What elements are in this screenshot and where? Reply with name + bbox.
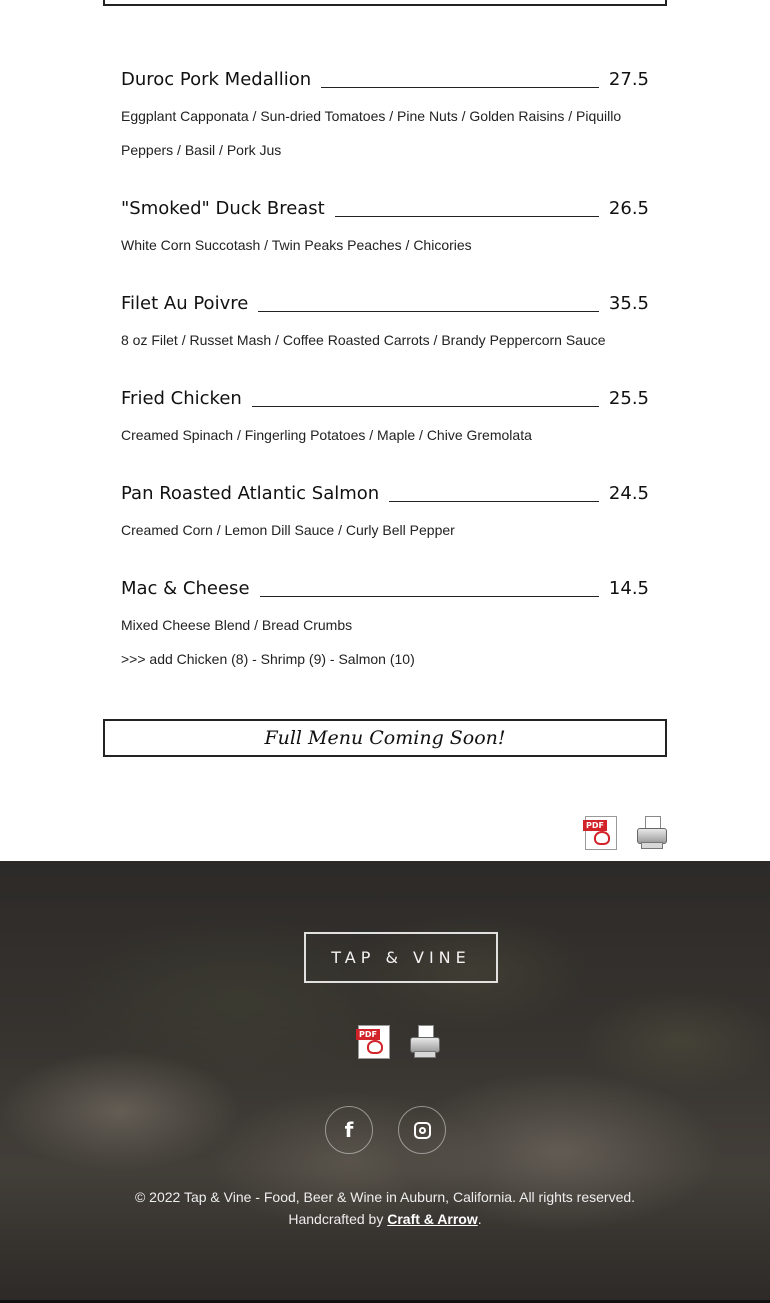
menu-item-name: "Smoked" Duck Breast [121, 198, 325, 219]
top-menu-box [103, 0, 667, 6]
menu-item-name: Fried Chicken [121, 388, 242, 409]
menu-item-divider [252, 405, 599, 407]
menu-item [121, 191, 649, 286]
printer-tray [414, 1051, 436, 1058]
facebook-glyph: f [344, 1118, 354, 1142]
menu-item-description: Creamed Corn / Lemon Dill Sauce / Curly Bell Pepper [121, 522, 455, 538]
menu-item-header [121, 62, 649, 98]
menu-item-description: Mixed Cheese Blend / Bread Crumbs [121, 617, 353, 633]
full-menu-text: Full Menu Coming Soon! [264, 727, 506, 749]
acrobat-swirl [367, 1040, 383, 1054]
menu-item-description: >>> add Chicken (8) - Shrimp (9) - Salmon (10) [121, 651, 415, 667]
logo-text: TAP & VINE [331, 948, 471, 967]
menu-item-divider [321, 86, 599, 88]
menu-item-name: Duroc Pork Medallion [121, 69, 312, 90]
menu-item-spacer [121, 261, 649, 286]
menu-item-name: Mac & Cheese [121, 578, 250, 599]
menu-item-description: Creamed Spinach / Fingerling Potatoes / Maple / Chive Gremolata [121, 427, 532, 443]
menu-item-header [121, 476, 649, 512]
menu-item-header [121, 571, 649, 607]
printer-icon[interactable] [637, 816, 667, 850]
menu-item-spacer [121, 356, 649, 381]
full-menu-banner [103, 719, 667, 757]
printer-tray [641, 842, 663, 849]
menu-item-price: 25.5 [608, 388, 649, 409]
menu-item-header [121, 191, 649, 227]
handcrafted-suffix: . [477, 1211, 482, 1227]
printer-icon[interactable] [410, 1025, 440, 1059]
menu-item-description: White Corn Succotash / Twin Peaks Peaches / Chicories [121, 237, 472, 253]
menu-item-price: 27.5 [608, 69, 649, 90]
footer-document-actions [358, 1025, 440, 1059]
craft-arrow-link[interactable]: Craft & Arrow [387, 1211, 478, 1227]
menu-item [121, 476, 649, 571]
menu-list [121, 62, 649, 700]
menu-item-divider [258, 310, 599, 312]
menu-item-header [121, 286, 649, 322]
document-actions [585, 816, 667, 850]
menu-item-spacer [121, 166, 649, 191]
pdf-icon[interactable] [585, 816, 617, 850]
pdf-label: PDF [356, 1029, 380, 1040]
menu-item-divider [335, 215, 599, 217]
menu-item-divider [389, 500, 599, 502]
menu-item-spacer [121, 675, 649, 700]
pdf-label: PDF [583, 820, 607, 831]
handcrafted-line [0, 1208, 770, 1230]
acrobat-swirl [594, 831, 610, 845]
menu-item-description: Eggplant Capponata / Sun-dried Tomatoes / Pine Nuts / Golden Raisins / Piquillo [121, 108, 622, 124]
copyright-text: © 2022 Tap & Vine - Food, Beer & Wine in Auburn, California. All rights reserved. [134, 1189, 636, 1205]
site-footer [0, 861, 770, 1303]
menu-item-header [121, 381, 649, 417]
instagram-camera [414, 1122, 431, 1139]
menu-item-price: 24.5 [608, 483, 649, 504]
menu-item-divider [260, 595, 599, 597]
menu-item-description: Peppers / Basil / Pork Jus [121, 142, 282, 158]
menu-item-name: Pan Roasted Atlantic Salmon [121, 483, 380, 504]
handcrafted-prefix: Handcrafted by [288, 1211, 388, 1227]
pdf-icon[interactable] [358, 1025, 390, 1059]
menu-item [121, 571, 649, 700]
menu-item-spacer [121, 451, 649, 476]
menu-item-name: Filet Au Poivre [121, 293, 249, 314]
copyright-block [0, 1186, 770, 1230]
instagram-icon[interactable] [398, 1106, 446, 1154]
menu-item-price: 14.5 [608, 578, 649, 599]
menu-item [121, 381, 649, 476]
menu-item-description: 8 oz Filet / Russet Mash / Coffee Roasted Carrots / Brandy Peppercorn Sauce [121, 332, 606, 348]
menu-item-spacer [121, 546, 649, 571]
facebook-icon[interactable] [325, 1106, 373, 1154]
menu-item [121, 62, 649, 191]
menu-item-price: 35.5 [608, 293, 649, 314]
footer-background-overlay [0, 861, 770, 1303]
footer-logo[interactable] [304, 932, 498, 983]
menu-item [121, 286, 649, 381]
menu-item-price: 26.5 [608, 198, 649, 219]
